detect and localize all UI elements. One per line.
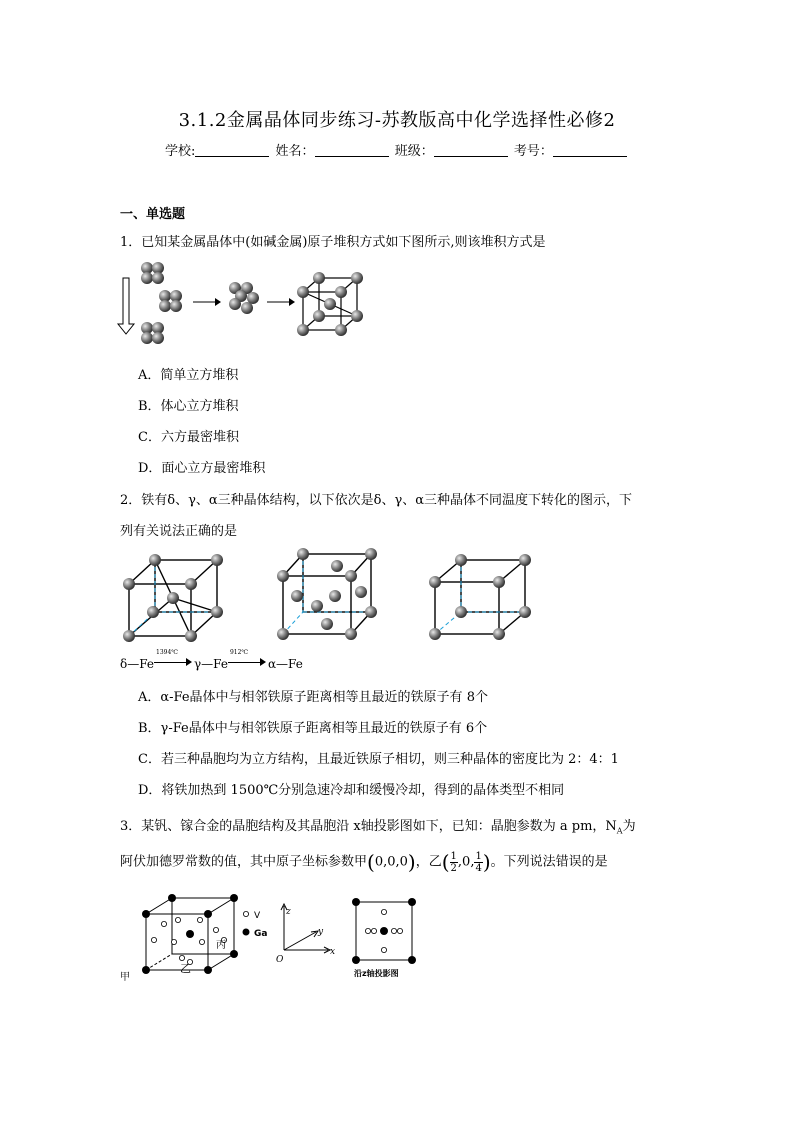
- na-subscript: A: [616, 826, 623, 836]
- q3-stem-text-1-end: 为: [622, 819, 636, 834]
- fraction-half: $\frac{1}{2}$: [450, 850, 457, 874]
- atom-cluster-top: [141, 262, 164, 284]
- bcc-atoms: [297, 272, 363, 336]
- legend-v: V: [254, 911, 261, 921]
- legend: [243, 911, 268, 939]
- q2-stem-line1: 2．铁有δ、γ、α三种晶体结构，以下依次是δ、γ、α三种晶体不同温度下转化的图示，下: [120, 493, 633, 508]
- projection-caption: 沿z轴投影图: [354, 969, 399, 978]
- exam-no-blank[interactable]: [553, 144, 627, 157]
- atom-cluster-bottom: [141, 322, 164, 344]
- school-label: 学校:: [165, 144, 196, 159]
- gamma-fe-atoms: [277, 548, 377, 640]
- axis-y-label: y: [318, 927, 324, 937]
- name-blank[interactable]: [315, 144, 389, 157]
- temp-label-2: 912℃: [229, 649, 249, 656]
- alpha-fe-atoms: [429, 554, 531, 640]
- axis-x-label: x: [330, 947, 336, 957]
- q1-stem: 1．已知某金属晶体中(如碱金属)原子堆积方式如下图所示,则该堆积方式是: [120, 235, 546, 250]
- alpha-fe-label: α—Fe: [267, 657, 303, 671]
- label-jia: 甲: [120, 972, 130, 983]
- projection-ga-atoms: [352, 898, 416, 964]
- q3-stem-line2: 阿伏加德罗常数的值，其中原子坐标参数甲(0,0,0)，乙( $\frac{1}{2}$ ,0, $\frac{1}{4}$ )。下列说法错误的是: [120, 850, 608, 874]
- atom-cluster-middle: [159, 290, 182, 312]
- down-arrow-icon: [118, 278, 134, 334]
- transition-arrow-1: [154, 649, 194, 666]
- temp-label-1: 1394℃: [156, 649, 178, 656]
- q3-stem-line1: [120, 815, 636, 836]
- q3-stem-text-1: 3．某钒、镓合金的晶胞结构及其晶胞沿 x轴投影图如下，已知：晶胞参数为 a pm，N: [120, 819, 617, 834]
- class-label: 班级：: [394, 144, 434, 159]
- coord-jia: 0,0,0: [374, 854, 408, 870]
- exam-no-label: 考号：: [513, 144, 553, 159]
- gamma-fe-label: γ—Fe: [194, 657, 228, 671]
- q3-stem-text-2a: 阿伏加德罗常数的值，其中原子坐标参数甲: [120, 854, 368, 870]
- axis-z-label: z: [286, 907, 291, 917]
- q2-stem-line2: 列有关说法正确的是: [120, 524, 238, 539]
- q2-transition-chain: [120, 649, 303, 671]
- q1-stacking-figure: [115, 258, 375, 348]
- q3-crystal-figure: [118, 892, 428, 984]
- fraction-quarter: $\frac{1}{4}$: [475, 850, 482, 874]
- name-label: 姓名：: [275, 144, 315, 159]
- q3-stem-text-2c: 。下列说法错误的是: [490, 854, 608, 870]
- q3-stem-text-2b: ，乙: [415, 854, 442, 870]
- q1-option-d[interactable]: D．面心立方最密堆积: [138, 461, 266, 476]
- label-yi: 乙: [180, 962, 191, 975]
- q1-option-b[interactable]: B．体心立方堆积: [138, 399, 239, 414]
- class-blank[interactable]: [434, 144, 508, 157]
- school-blank[interactable]: [195, 144, 269, 157]
- section-title: 一、单选题: [120, 207, 186, 222]
- transition-arrow-2: [228, 649, 268, 666]
- atom-cluster-combined: [229, 282, 259, 314]
- delta-fe-label: δ—Fe: [120, 657, 154, 671]
- q2-option-b[interactable]: B．γ-Fe晶体中与相邻铁原子距离相等且最近的铁原子有 6个: [138, 721, 488, 736]
- q2-option-a[interactable]: A．α-Fe晶体中与相邻铁原子距离相等且最近的铁原子有 8个: [138, 690, 488, 705]
- axis-o-label: O: [276, 955, 284, 965]
- label-bing: 丙: [216, 940, 226, 951]
- ga-legend-icon: [243, 929, 250, 936]
- q2-crystal-figures: [115, 546, 545, 646]
- q1-option-c[interactable]: C．六方最密堆积: [138, 430, 239, 445]
- student-info: [165, 140, 629, 159]
- v-legend-icon: [243, 911, 248, 916]
- right-arrow-icon: [193, 298, 221, 306]
- coord-mid: ,0,: [457, 854, 475, 870]
- legend-ga: Ga: [254, 929, 268, 939]
- q2-option-c[interactable]: C．若三种晶胞均为立方结构，且最近铁原子相切，则三种晶体的密度比为 2：4：1: [138, 752, 619, 767]
- q1-option-a[interactable]: A．简单立方堆积: [138, 368, 239, 383]
- q2-option-d[interactable]: D．将铁加热到 1500℃分别急速冷却和缓慢冷却，得到的晶体类型不相同: [138, 783, 565, 798]
- page-title: 3.1.2金属晶体同步练习-苏教版高中化学选择性必修2: [178, 110, 616, 131]
- right-arrow-icon: [267, 298, 295, 306]
